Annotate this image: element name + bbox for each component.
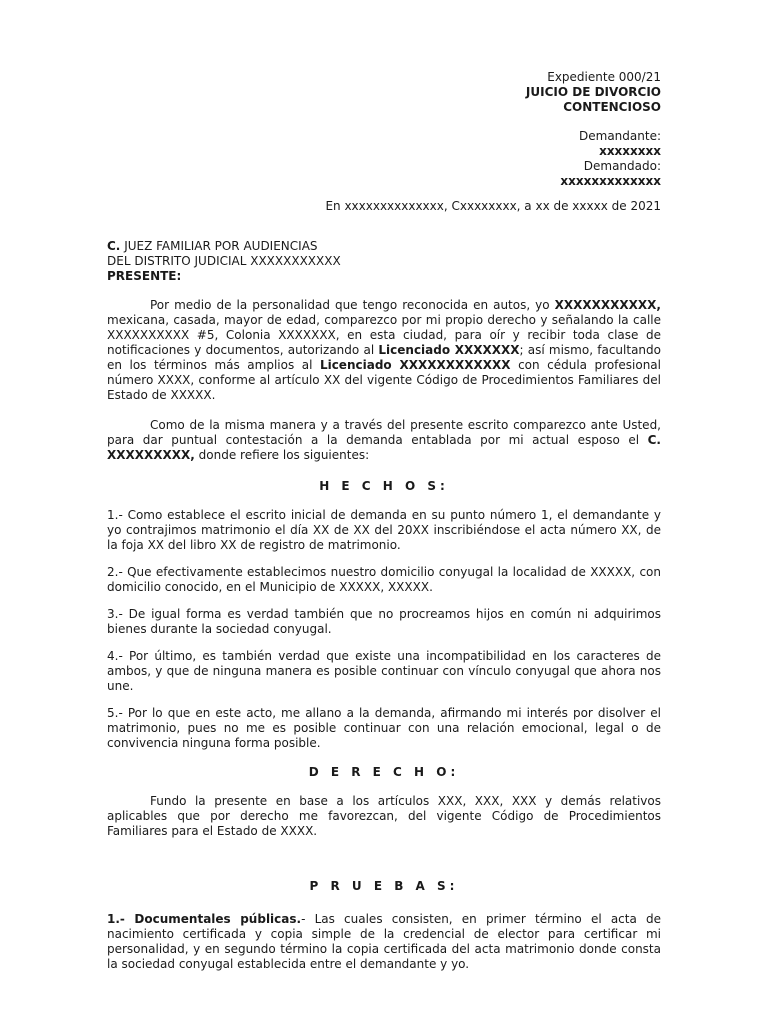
document-body [107,239,661,972]
defendant-value: xxxxxxxxxxxxx [560,174,661,188]
plaintiff-label: Demandante: [579,129,661,143]
hechos-heading: H E C H O S: [319,479,449,493]
hecho-item: 3.- De igual forma es verdad también que no procreamos hijos en común ni adquirimos bienes durante la sociedad conyugal. [107,607,661,636]
case-type-line1: JUICIO DE DIVORCIO [525,85,661,99]
case-number: Expediente 000/21 [547,70,661,84]
pruebas-heading: P R U E B A S: [309,879,459,893]
case-header [526,70,661,189]
plaintiff-value: xxxxxxxx [599,144,661,158]
intro-paragraph: Por medio de la personalidad que tengo reconocida en autos, yo XXXXXXXXXXX, mexicana, casada, mayor de edad, comparezco por mi propio derecho y señalando la calle XXXXXXXXXX #5, Colonia XXXXXXX, en esta ciudad, para oír y recibir toda clase de notificaciones y documentos, autorizando al Licenciado XXXXXXX; así mismo, facultando en los términos más amplios al Licenciado XXXXXXXXXXXX con cédula profesional número XXXX, conforme al artículo XX del vigente Código de Procedimientos Familiares del Estado de XXXXX. [107,298,661,402]
hecho-item: 1.- Como establece el escrito inicial de demanda en su punto número 1, el demandante y yo contrajimos matrimonio el día XX de XX del 20XX inscribiéndose el acta número XX, de la foja XX del libro XX de registro de matrimonio. [107,508,661,552]
defendant-label: Demandado: [583,159,661,173]
hecho-item: 5.- Por lo que en este acto, me allano a la demanda, afirmando mi interés por disolver el matrimonio, pues no me es posible continuar con una relación emocional, legal o de convivencia ninguna forma posible. [107,706,661,750]
case-type-line2: CONTENCIOSO [563,100,661,114]
appearance-paragraph: Como de la misma manera y a través del presente escrito comparezco ante Usted, para dar puntual contestación a la demanda entablada por mi actual esposo el C. XXXXXXXXX, donde refiere los siguientes: [107,418,661,462]
derecho-heading: D E R E C H O: [308,765,460,779]
place-date: En xxxxxxxxxxxxxx, Cxxxxxxxx, a xx de xxxxx de 2021 [325,199,661,213]
addressee: C. JUEZ FAMILIAR POR AUDIENCIAS DEL DISTRITO JUDICIAL XXXXXXXXXXX PRESENTE: [107,239,341,283]
pruebas-item: 1.- Documentales públicas.- Las cuales consisten, en primer término el acta de nacimiento certificada y copia simple de la credencial de elector para certificar mi personalidad, y en segundo término la copia certificada del acta matrimonio donde consta la sociedad conyugal establecida entre el demandante y yo. [107,912,661,971]
derecho-paragraph: Fundo la presente en base a los artículos XXX, XXX, XXX y demás relativos aplicables que por derecho me favorezcan, del vigente Código de Procedimientos Familiares para el Estado de XXXX. [107,794,661,838]
hecho-item: 2.- Que efectivamente establecimos nuestro domicilio conyugal la localidad de XXXXX, con domicilio conocido, en el Municipio de XXXXX, XXXXX. [107,565,661,594]
hecho-item: 4.- Por último, es también verdad que existe una incompatibilidad en los caracteres de ambos, y que de ninguna manera es posible continuar con vínculo conyugal que ahora nos une. [107,649,661,693]
